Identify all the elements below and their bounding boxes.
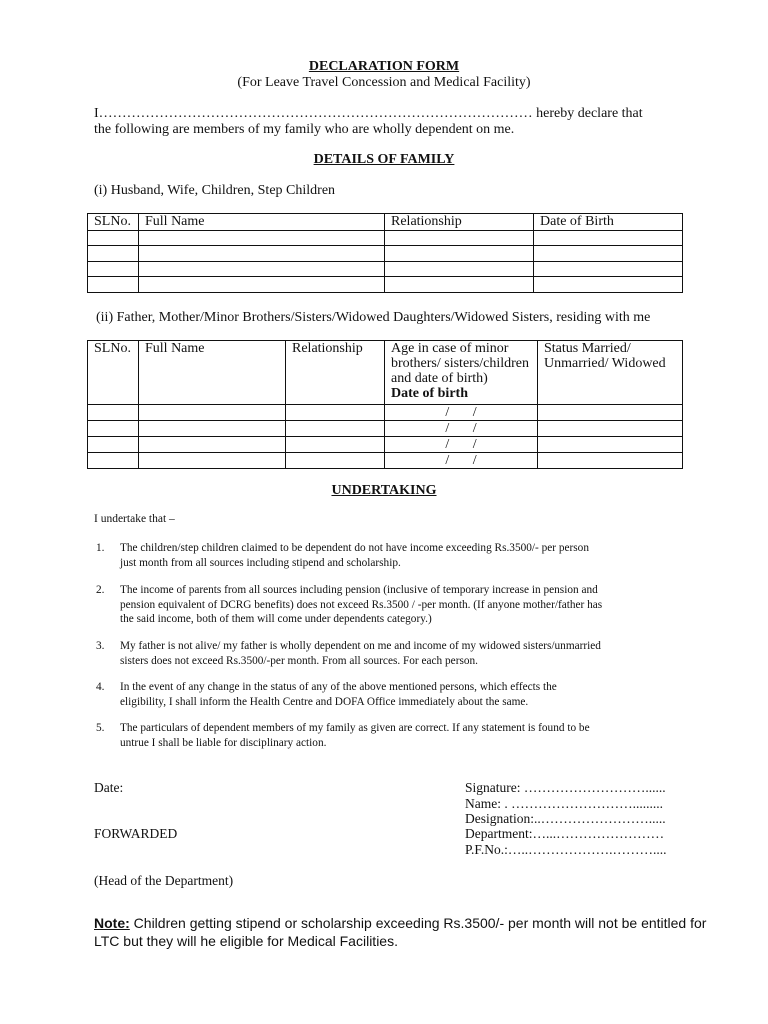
col-header-status bbox=[538, 341, 683, 405]
date-of-birth-cell[interactable]: / / bbox=[385, 421, 538, 437]
item-line: In the event of any change in the status of any of the above mentioned persons, which effects the bbox=[120, 681, 557, 693]
col-header-age-dob bbox=[385, 341, 538, 405]
table-row bbox=[88, 277, 683, 293]
item-line: eligibility, I shall inform the Health Centre and DOFA Office immediately about the same. bbox=[120, 695, 529, 708]
date-of-birth-cell[interactable]: / / bbox=[385, 437, 538, 453]
table-cell[interactable] bbox=[538, 405, 683, 421]
table-row bbox=[88, 262, 683, 277]
item-line: sisters does not exceed Rs.3500/-per month. From all sources. For each person. bbox=[120, 654, 478, 667]
item-text bbox=[120, 639, 676, 668]
table-cell[interactable] bbox=[88, 277, 139, 293]
family-table-1 bbox=[87, 213, 683, 293]
undertaking-heading: UNDERTAKING bbox=[331, 483, 437, 498]
table-cell[interactable] bbox=[534, 231, 683, 246]
item-number: 5. bbox=[96, 722, 105, 734]
table-row bbox=[88, 405, 683, 421]
note-text-1: Children getting stipend or scholarship exceeding Rs.3500/- per month will not be entitled for bbox=[129, 915, 707, 931]
family-table-2 bbox=[87, 340, 683, 469]
col-header-slno: SLNo. bbox=[88, 214, 139, 231]
table-row bbox=[88, 231, 683, 246]
col-header-slno: SLNo. bbox=[88, 341, 139, 405]
item-line: untrue I shall be liable for disciplinary action. bbox=[120, 736, 327, 749]
age-header-line-4: Date of birth bbox=[391, 386, 468, 401]
item-line: The income of parents from all sources including pension (inclusive of temporary increase in pension and bbox=[120, 584, 598, 596]
department-field[interactable]: Department:…...…………………… bbox=[465, 826, 665, 841]
table-row bbox=[88, 421, 683, 437]
table-cell[interactable] bbox=[538, 453, 683, 469]
col-header-relationship: Relationship bbox=[286, 341, 385, 405]
declaration-line-1: I………………………………………………………………………………… hereby declare that bbox=[94, 106, 643, 121]
table-cell[interactable] bbox=[286, 437, 385, 453]
note-label: Note: bbox=[94, 915, 130, 931]
date-label: Date: bbox=[94, 780, 124, 795]
item-text bbox=[120, 583, 676, 627]
table-cell[interactable] bbox=[538, 421, 683, 437]
table-2-header-row bbox=[88, 341, 683, 405]
designation-field[interactable]: Designation:..……………………..... bbox=[465, 811, 666, 826]
col-header-date-of-birth: Date of Birth bbox=[534, 214, 683, 231]
table-cell[interactable] bbox=[88, 405, 139, 421]
table-cell[interactable] bbox=[139, 277, 385, 293]
item-number: 1. bbox=[96, 542, 105, 554]
item-line: just month from all sources including stipend and scholarship. bbox=[120, 556, 401, 569]
forwarded-label: FORWARDED bbox=[94, 826, 178, 841]
head-of-department-label: (Head of the Department) bbox=[94, 873, 234, 888]
age-header-line-3: and date of birth) bbox=[391, 371, 488, 386]
col-header-full-name: Full Name bbox=[139, 341, 286, 405]
table-row bbox=[88, 453, 683, 469]
table-cell[interactable] bbox=[534, 277, 683, 293]
note-line-1 bbox=[94, 915, 706, 931]
table-cell[interactable] bbox=[88, 453, 139, 469]
item-number: 3. bbox=[96, 640, 105, 652]
table-cell[interactable] bbox=[88, 231, 139, 246]
table-cell[interactable] bbox=[534, 246, 683, 262]
item-line: The particulars of dependent members of my family as given are correct. If any statement is found to be bbox=[120, 722, 590, 734]
family-heading: DETAILS OF FAMILY bbox=[313, 152, 455, 167]
age-header-line-2: brothers/ sisters/children bbox=[391, 356, 530, 371]
status-header-line-2: Unmarried/ Widowed bbox=[544, 356, 666, 371]
pf-number-field[interactable]: P.F.No.:…..……………….……….... bbox=[465, 842, 667, 857]
table-cell[interactable] bbox=[385, 262, 534, 277]
table-cell[interactable] bbox=[286, 405, 385, 421]
col-header-relationship: Relationship bbox=[385, 214, 534, 231]
item-line: the said income, both of them will come under dependents category.) bbox=[120, 613, 432, 625]
item-line: pension equivalent of DCRG benefits) does not exceed Rs.3500 / -per month. (If anyone mother/father has bbox=[120, 598, 603, 611]
table-cell[interactable] bbox=[88, 421, 139, 437]
table-cell[interactable] bbox=[385, 231, 534, 246]
section-1-label: (i) Husband, Wife, Children, Step Children bbox=[94, 183, 336, 198]
table-cell[interactable] bbox=[139, 231, 385, 246]
item-number: 4. bbox=[96, 681, 105, 693]
item-text bbox=[120, 680, 676, 709]
signature-field[interactable]: Signature: ………………………...... bbox=[465, 780, 666, 795]
item-number: 2. bbox=[96, 584, 105, 596]
item-line: My father is not alive/ my father is wholly dependent on me and income of my widowed sisters/unmarried bbox=[120, 640, 601, 652]
table-cell[interactable] bbox=[534, 262, 683, 277]
section-2-label: (ii) Father, Mother/Minor Brothers/Sisters/Widowed Daughters/Widowed Sisters, residing with me bbox=[96, 310, 651, 325]
age-header-line-1: Age in case of minor bbox=[391, 341, 509, 356]
status-header-line-1: Status Married/ bbox=[544, 341, 631, 356]
table-cell[interactable] bbox=[88, 246, 139, 262]
table-cell[interactable] bbox=[286, 421, 385, 437]
table-cell[interactable] bbox=[139, 421, 286, 437]
table-1-header-row bbox=[88, 214, 683, 231]
table-cell[interactable] bbox=[139, 453, 286, 469]
form-title: DECLARATION FORM bbox=[308, 59, 460, 74]
date-of-birth-cell[interactable]: / / bbox=[385, 453, 538, 469]
table-cell[interactable] bbox=[139, 246, 385, 262]
table-cell[interactable] bbox=[139, 262, 385, 277]
table-cell[interactable] bbox=[88, 437, 139, 453]
table-row bbox=[88, 246, 683, 262]
note-line-2: LTC but they will he eligible for Medical Facilities. bbox=[94, 933, 398, 949]
table-cell[interactable] bbox=[139, 405, 286, 421]
form-subtitle: (For Leave Travel Concession and Medical Facility) bbox=[237, 75, 531, 90]
table-cell[interactable] bbox=[139, 437, 286, 453]
table-cell[interactable] bbox=[385, 277, 534, 293]
declaration-line-2: the following are members of my family who are wholly dependent on me. bbox=[94, 122, 515, 137]
item-text bbox=[120, 721, 676, 750]
item-text bbox=[120, 541, 676, 570]
col-header-full-name: Full Name bbox=[139, 214, 385, 231]
date-of-birth-cell[interactable]: / / bbox=[385, 405, 538, 421]
undertaking-intro: I undertake that – bbox=[94, 513, 175, 525]
table-cell[interactable] bbox=[88, 262, 139, 277]
name-field[interactable]: Name: . ………………………......... bbox=[465, 796, 663, 811]
table-cell[interactable] bbox=[385, 246, 534, 262]
table-cell[interactable] bbox=[286, 453, 385, 469]
table-row bbox=[88, 437, 683, 453]
table-cell[interactable] bbox=[538, 437, 683, 453]
item-line: The children/step children claimed to be dependent do not have income exceeding Rs.3500/- per person bbox=[120, 542, 589, 554]
